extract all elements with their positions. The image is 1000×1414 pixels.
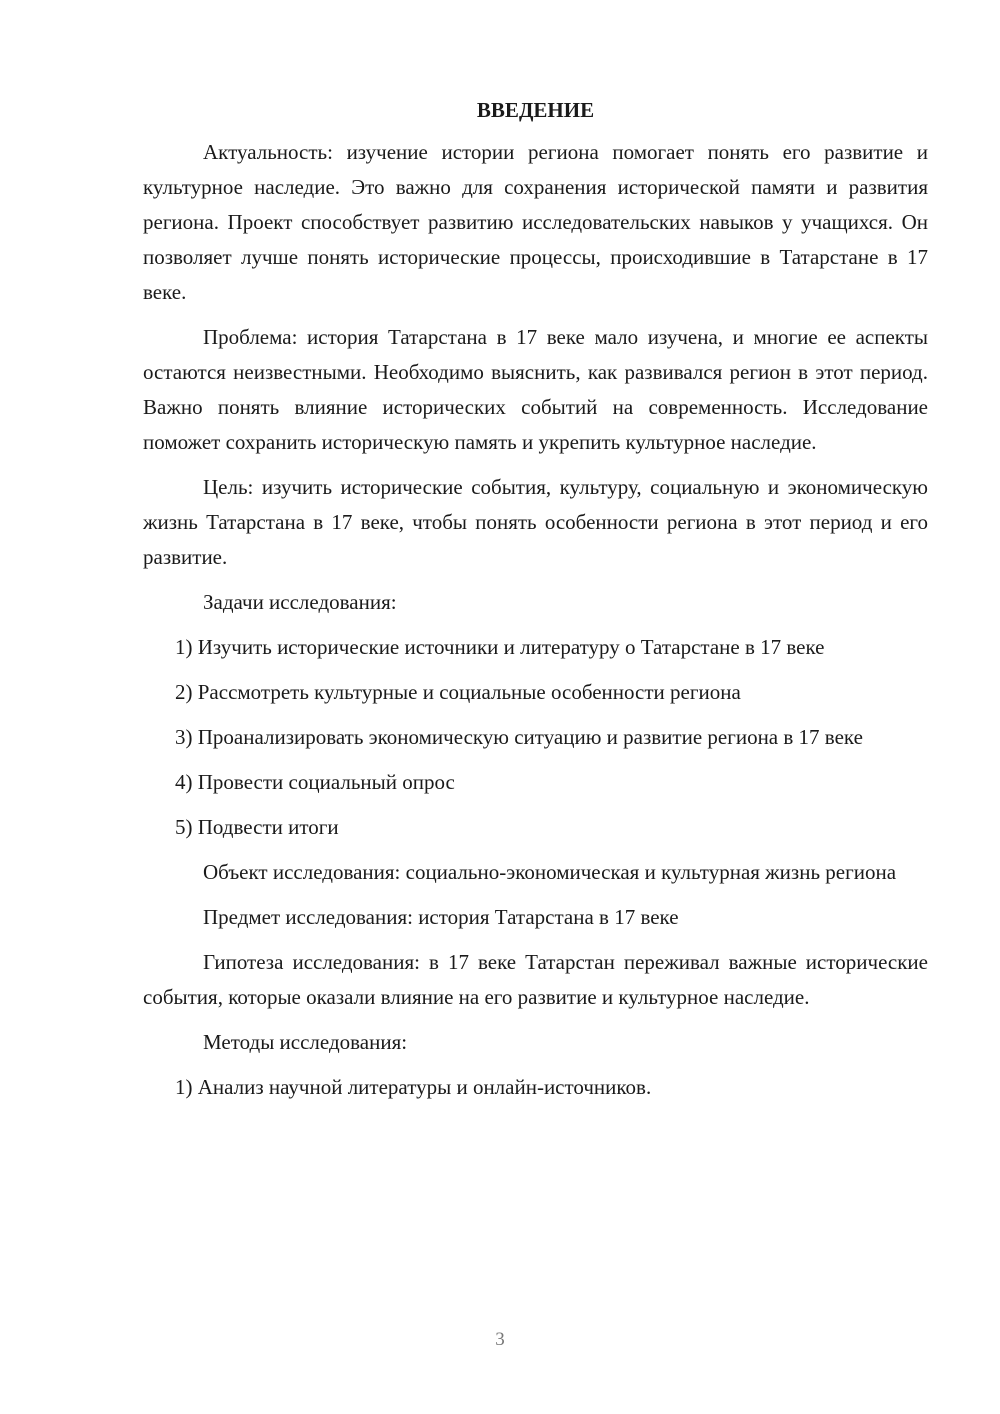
task-item-4: 4) Провести социальный опрос [175,770,455,794]
problem-paragraph: Проблема: история Татарстана в 17 веке мало изучена, и многие ее аспекты остаются неизвестными. Необходимо выяснить, как развивался регион в этот период. Важно понять влияние исторических событий на современность. Исследование поможет сохранить историческую память и укрепить культурное наследие. [143,325,928,454]
task-item-5: 5) Подвести итоги [175,815,339,839]
task-item-3: 3) Проанализировать экономическую ситуацию и развитие региона в 17 веке [175,725,863,749]
page-content [143,95,928,1115]
methods-label: Методы исследования: [203,1030,408,1054]
hypothesis-paragraph: Гипотеза исследования: в 17 веке Татарстан переживал важные исторические события, которые оказали влияние на его развитие и культурное наследие. [143,950,928,1009]
section-title: ВВЕДЕНИЕ [476,98,595,122]
goal-paragraph: Цель: изучить исторические события, культуру, социальную и экономическую жизнь Татарстана в 17 веке, чтобы понять особенности региона в этот период и его развитие. [143,475,928,569]
method-item-1: 1) Анализ научной литературы и онлайн-источников. [175,1075,652,1099]
relevance-paragraph: Актуальность: изучение истории региона помогает понять его развитие и культурное наследие. Это важно для сохранения исторической памяти и развития региона. Проект способствует развитию исследовательских навыков у учащихся. Он позволяет лучше понять исторические процессы, происходившие в Татарстане в 17 веке. [143,140,928,304]
task-item-2: 2) Рассмотреть культурные и социальные особенности региона [175,680,741,704]
object-paragraph: Объект исследования: социально-экономическая и культурная жизнь региона [203,860,897,884]
task-item-1: 1) Изучить исторические источники и литературу о Татарстане в 17 веке [175,635,825,659]
subject-paragraph: Предмет исследования: история Татарстана в 17 веке [203,905,679,929]
page-number: 3 [495,1329,505,1350]
tasks-label: Задачи исследования: [203,590,397,614]
